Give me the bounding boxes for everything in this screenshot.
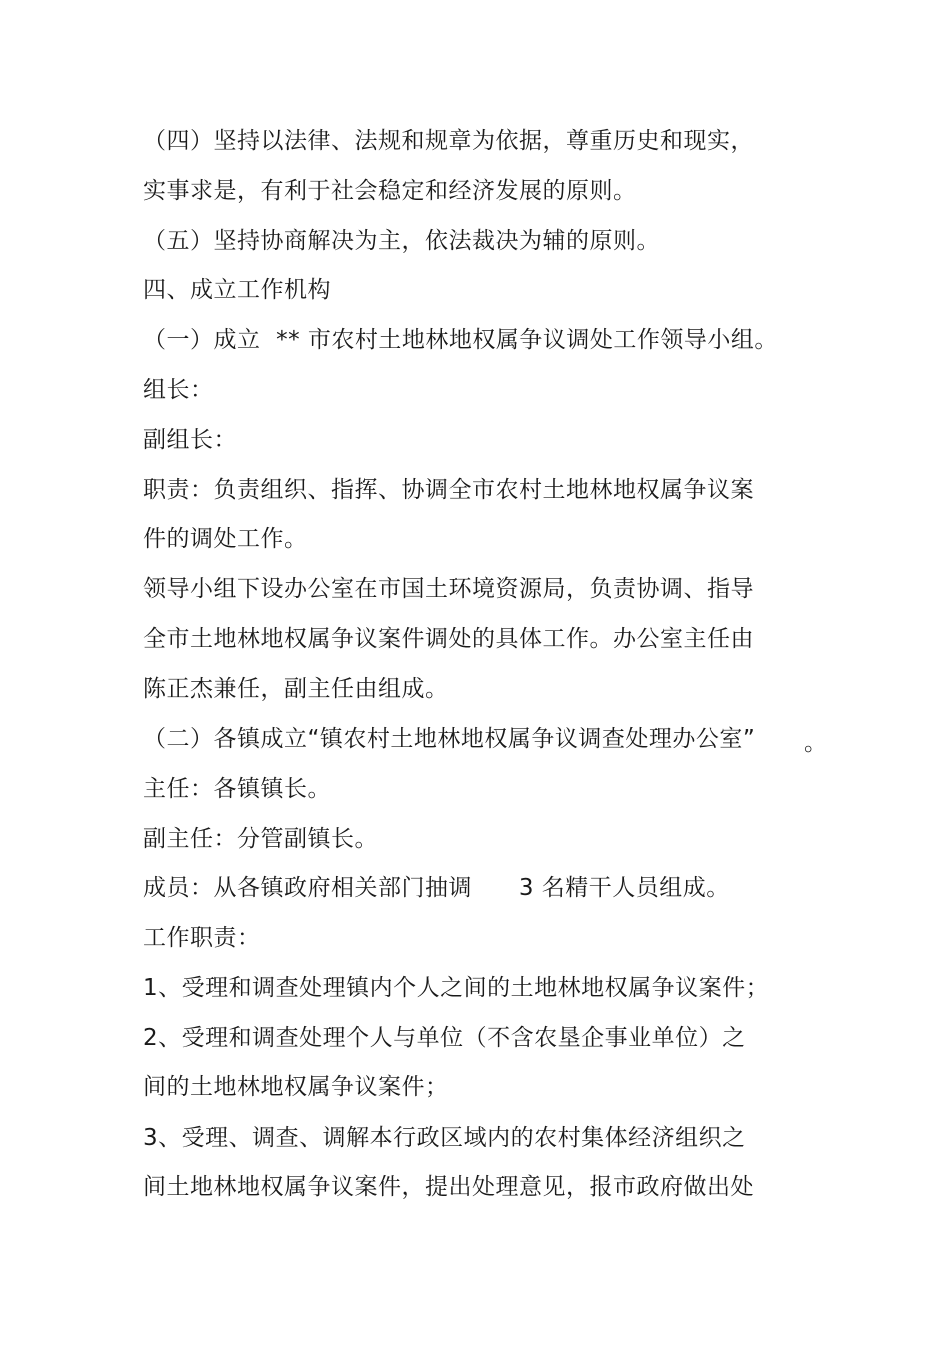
paragraph-line: 副组长：	[143, 427, 237, 453]
paragraph-line: 实事求是，有利于社会稳定和经济发展的原则。	[143, 178, 637, 204]
paragraph-line: （五）坚持协商解决为主，依法裁决为辅的原则。	[143, 228, 660, 254]
paragraph-line: （二）各镇成立“镇农村土地林地权属争议调查处理办公室”	[143, 726, 756, 752]
section-heading: 四、成立工作机构	[143, 277, 331, 303]
list-item-continued: 间土地林地权属争议案件，提出处理意见，报市政府做出处	[143, 1174, 754, 1200]
paragraph-line: 职责：负责组织、指挥、协调全市农村土地林地权属争议案	[143, 477, 754, 503]
paragraph-line: 副主任：分管副镇长。	[143, 826, 378, 852]
paragraph-line: 工作职责：	[143, 925, 261, 951]
paragraph-line: 件的调处工作。	[143, 526, 308, 552]
paragraph-line: （一）成立 ** 市农村土地林地权属争议调处工作领导小组。	[143, 327, 778, 353]
list-item: 2、受理和调查处理个人与单位（不含农垦企事业单位）之	[143, 1025, 746, 1051]
paragraph-line: （四）坚持以法律、法规和规章为依据，尊重历史和现实，	[143, 128, 754, 154]
paragraph-line: 全市土地林地权属争议案件调处的具体工作。办公室主任由	[143, 626, 754, 652]
list-item-continued: 间的土地林地权属争议案件；	[143, 1074, 449, 1100]
paragraph-line: 陈正杰兼任，副主任由组成。	[143, 676, 449, 702]
paragraph-line: 组长：	[143, 377, 214, 403]
list-item: 3、受理、调查、调解本行政区域内的农村集体经济组织之	[143, 1125, 746, 1151]
list-item: 1、受理和调查处理镇内个人之间的土地林地权属争议案件；	[143, 975, 770, 1001]
paragraph-line: 主任：各镇镇长。	[143, 776, 331, 802]
trailing-period: 。	[804, 730, 827, 756]
paragraph-line: 成员：从各镇政府相关部门抽调 3 名精干人员组成。	[143, 875, 730, 901]
paragraph-line: 领导小组下设办公室在市国土环境资源局，负责协调、指导	[143, 576, 754, 602]
